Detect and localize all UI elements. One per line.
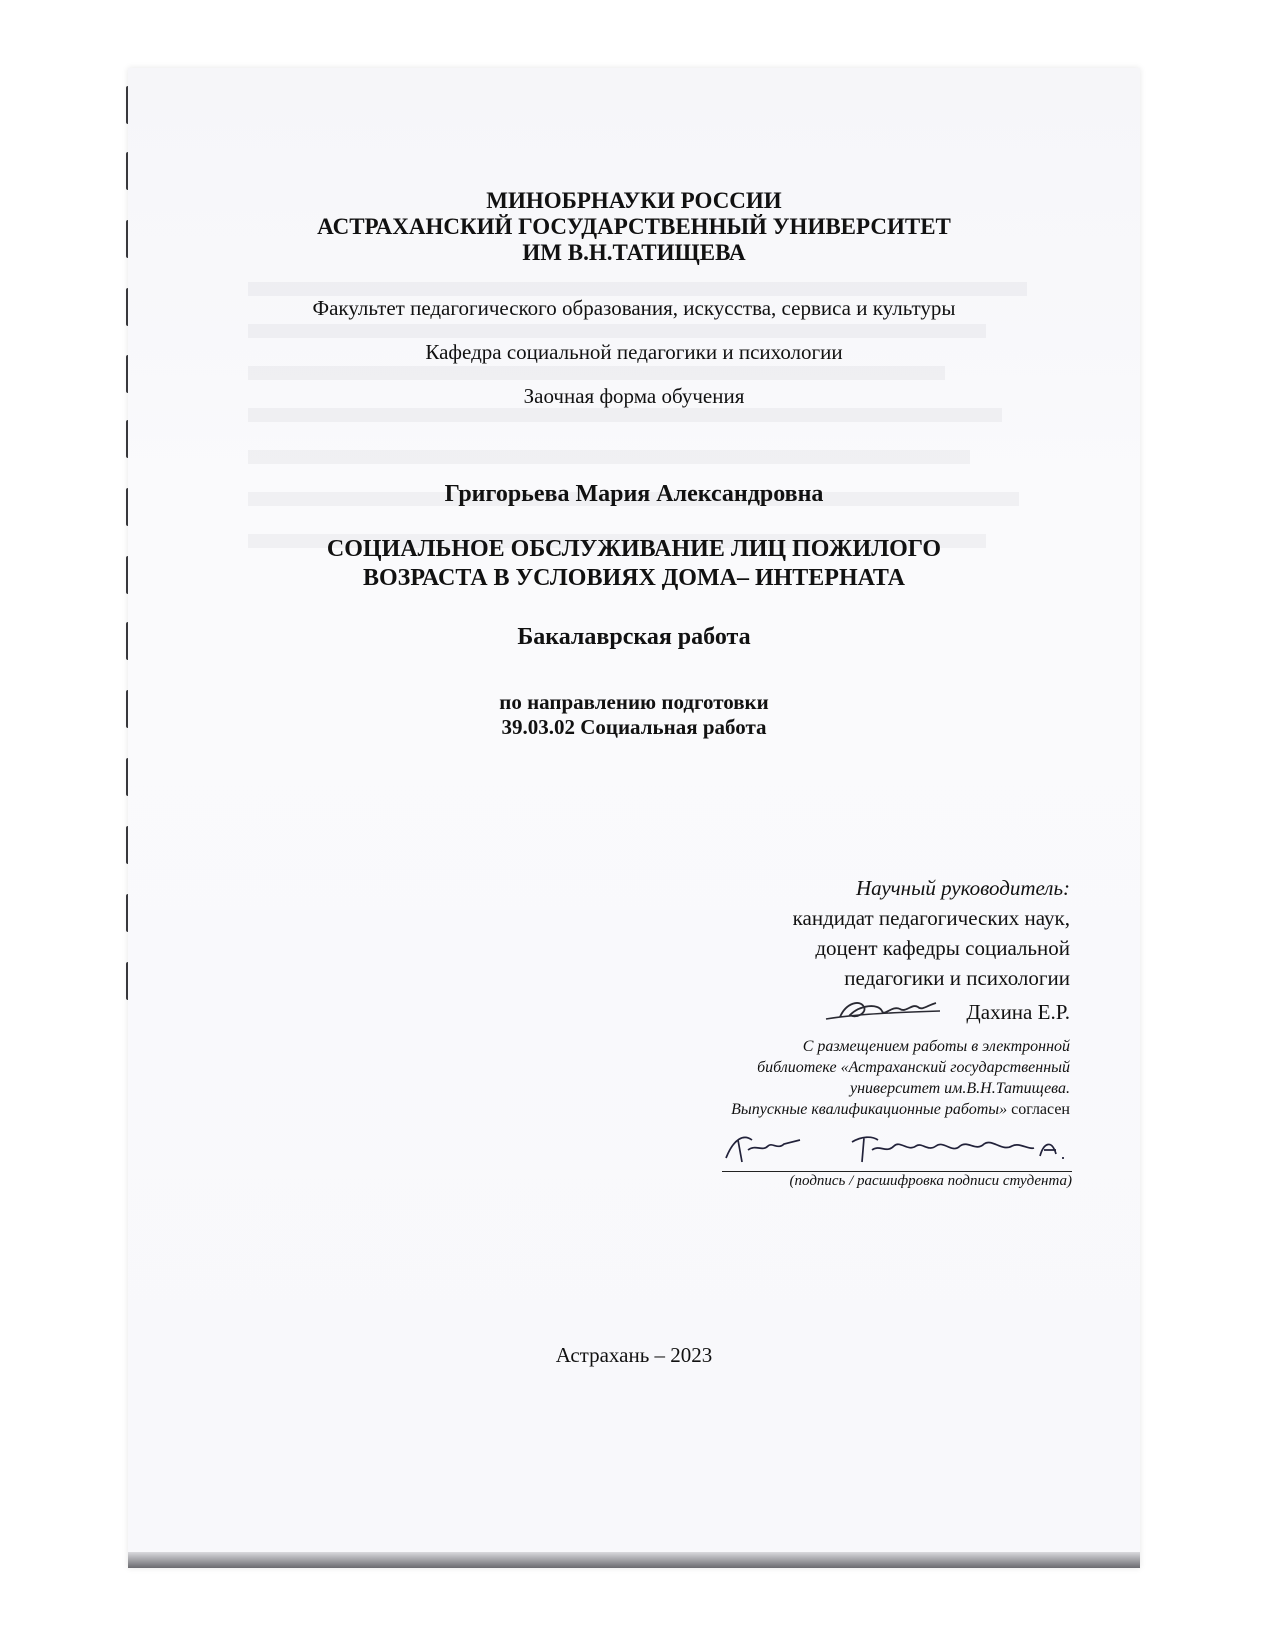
thesis-title-line: ВОЗРАСТА В УСЛОВИЯХ ДОМА– ИНТЕРНАТА bbox=[362, 565, 905, 591]
supervisor-signature-icon bbox=[820, 993, 960, 1027]
author-name: Григорьева Мария Александровна bbox=[444, 481, 824, 507]
supervisor-signature-line bbox=[793, 993, 1070, 1027]
supervisor-block bbox=[793, 873, 1070, 1027]
named-after-line: ИМ В.Н.ТАТИЩЕВА bbox=[522, 240, 746, 265]
consent-line: Выпускные квалификационные работы» bbox=[731, 1101, 1008, 1118]
supervisor-degree: кандидат педагогических наук, bbox=[792, 906, 1070, 930]
student-signature-block bbox=[722, 1128, 1072, 1190]
page-edge-shadow bbox=[128, 1552, 1140, 1568]
thesis-title-line: СОЦИАЛЬНОЕ ОБСЛУЖИВАНИЕ ЛИЦ ПОЖИЛОГО bbox=[326, 536, 942, 562]
supervisor-role: Научный руководитель: bbox=[855, 876, 1070, 900]
direction-label: по направлению подготовки bbox=[499, 690, 769, 714]
chair-line: Кафедра социальной педагогики и психологии bbox=[425, 340, 843, 364]
city-year: Астрахань – 2023 bbox=[555, 1343, 713, 1367]
direction-block bbox=[128, 690, 1140, 740]
consent-line: библиотеке «Астраханский государственный bbox=[757, 1059, 1070, 1076]
faculty-line: Факультет педагогического образования, искусства, сервиса и культуры bbox=[312, 296, 956, 320]
supervisor-position: педагогики и психологии bbox=[844, 966, 1070, 990]
supervisor-position: доцент кафедры социальной bbox=[815, 936, 1070, 960]
consent-line: университет им.В.Н.Татищева. bbox=[849, 1080, 1070, 1097]
consent-agree: согласен bbox=[1011, 1101, 1070, 1118]
ministry-line: МИНОБРНАУКИ РОССИИ bbox=[486, 188, 782, 213]
supervisor-name: Дахина Е.Р. bbox=[966, 1000, 1070, 1024]
consent-line: С размещением работы в электронной bbox=[802, 1038, 1070, 1055]
signature-caption: (подпись / расшифровка подписи студента) bbox=[789, 1173, 1072, 1189]
student-signature-icon bbox=[722, 1128, 1072, 1168]
institution-header bbox=[128, 188, 1140, 266]
university-line: АСТРАХАНСКИЙ ГОСУДАРСТВЕННЫЙ УНИВЕРСИТЕТ bbox=[317, 214, 951, 239]
work-type: Бакалаврская работа bbox=[517, 624, 751, 650]
direction-code: 39.03.02 Социальная работа bbox=[501, 715, 767, 739]
signature-rule bbox=[722, 1171, 1072, 1172]
consent-block bbox=[731, 1036, 1070, 1120]
thesis-title bbox=[128, 535, 1140, 593]
title-page bbox=[128, 68, 1140, 1568]
study-form-line: Заочная форма обучения bbox=[523, 384, 745, 408]
